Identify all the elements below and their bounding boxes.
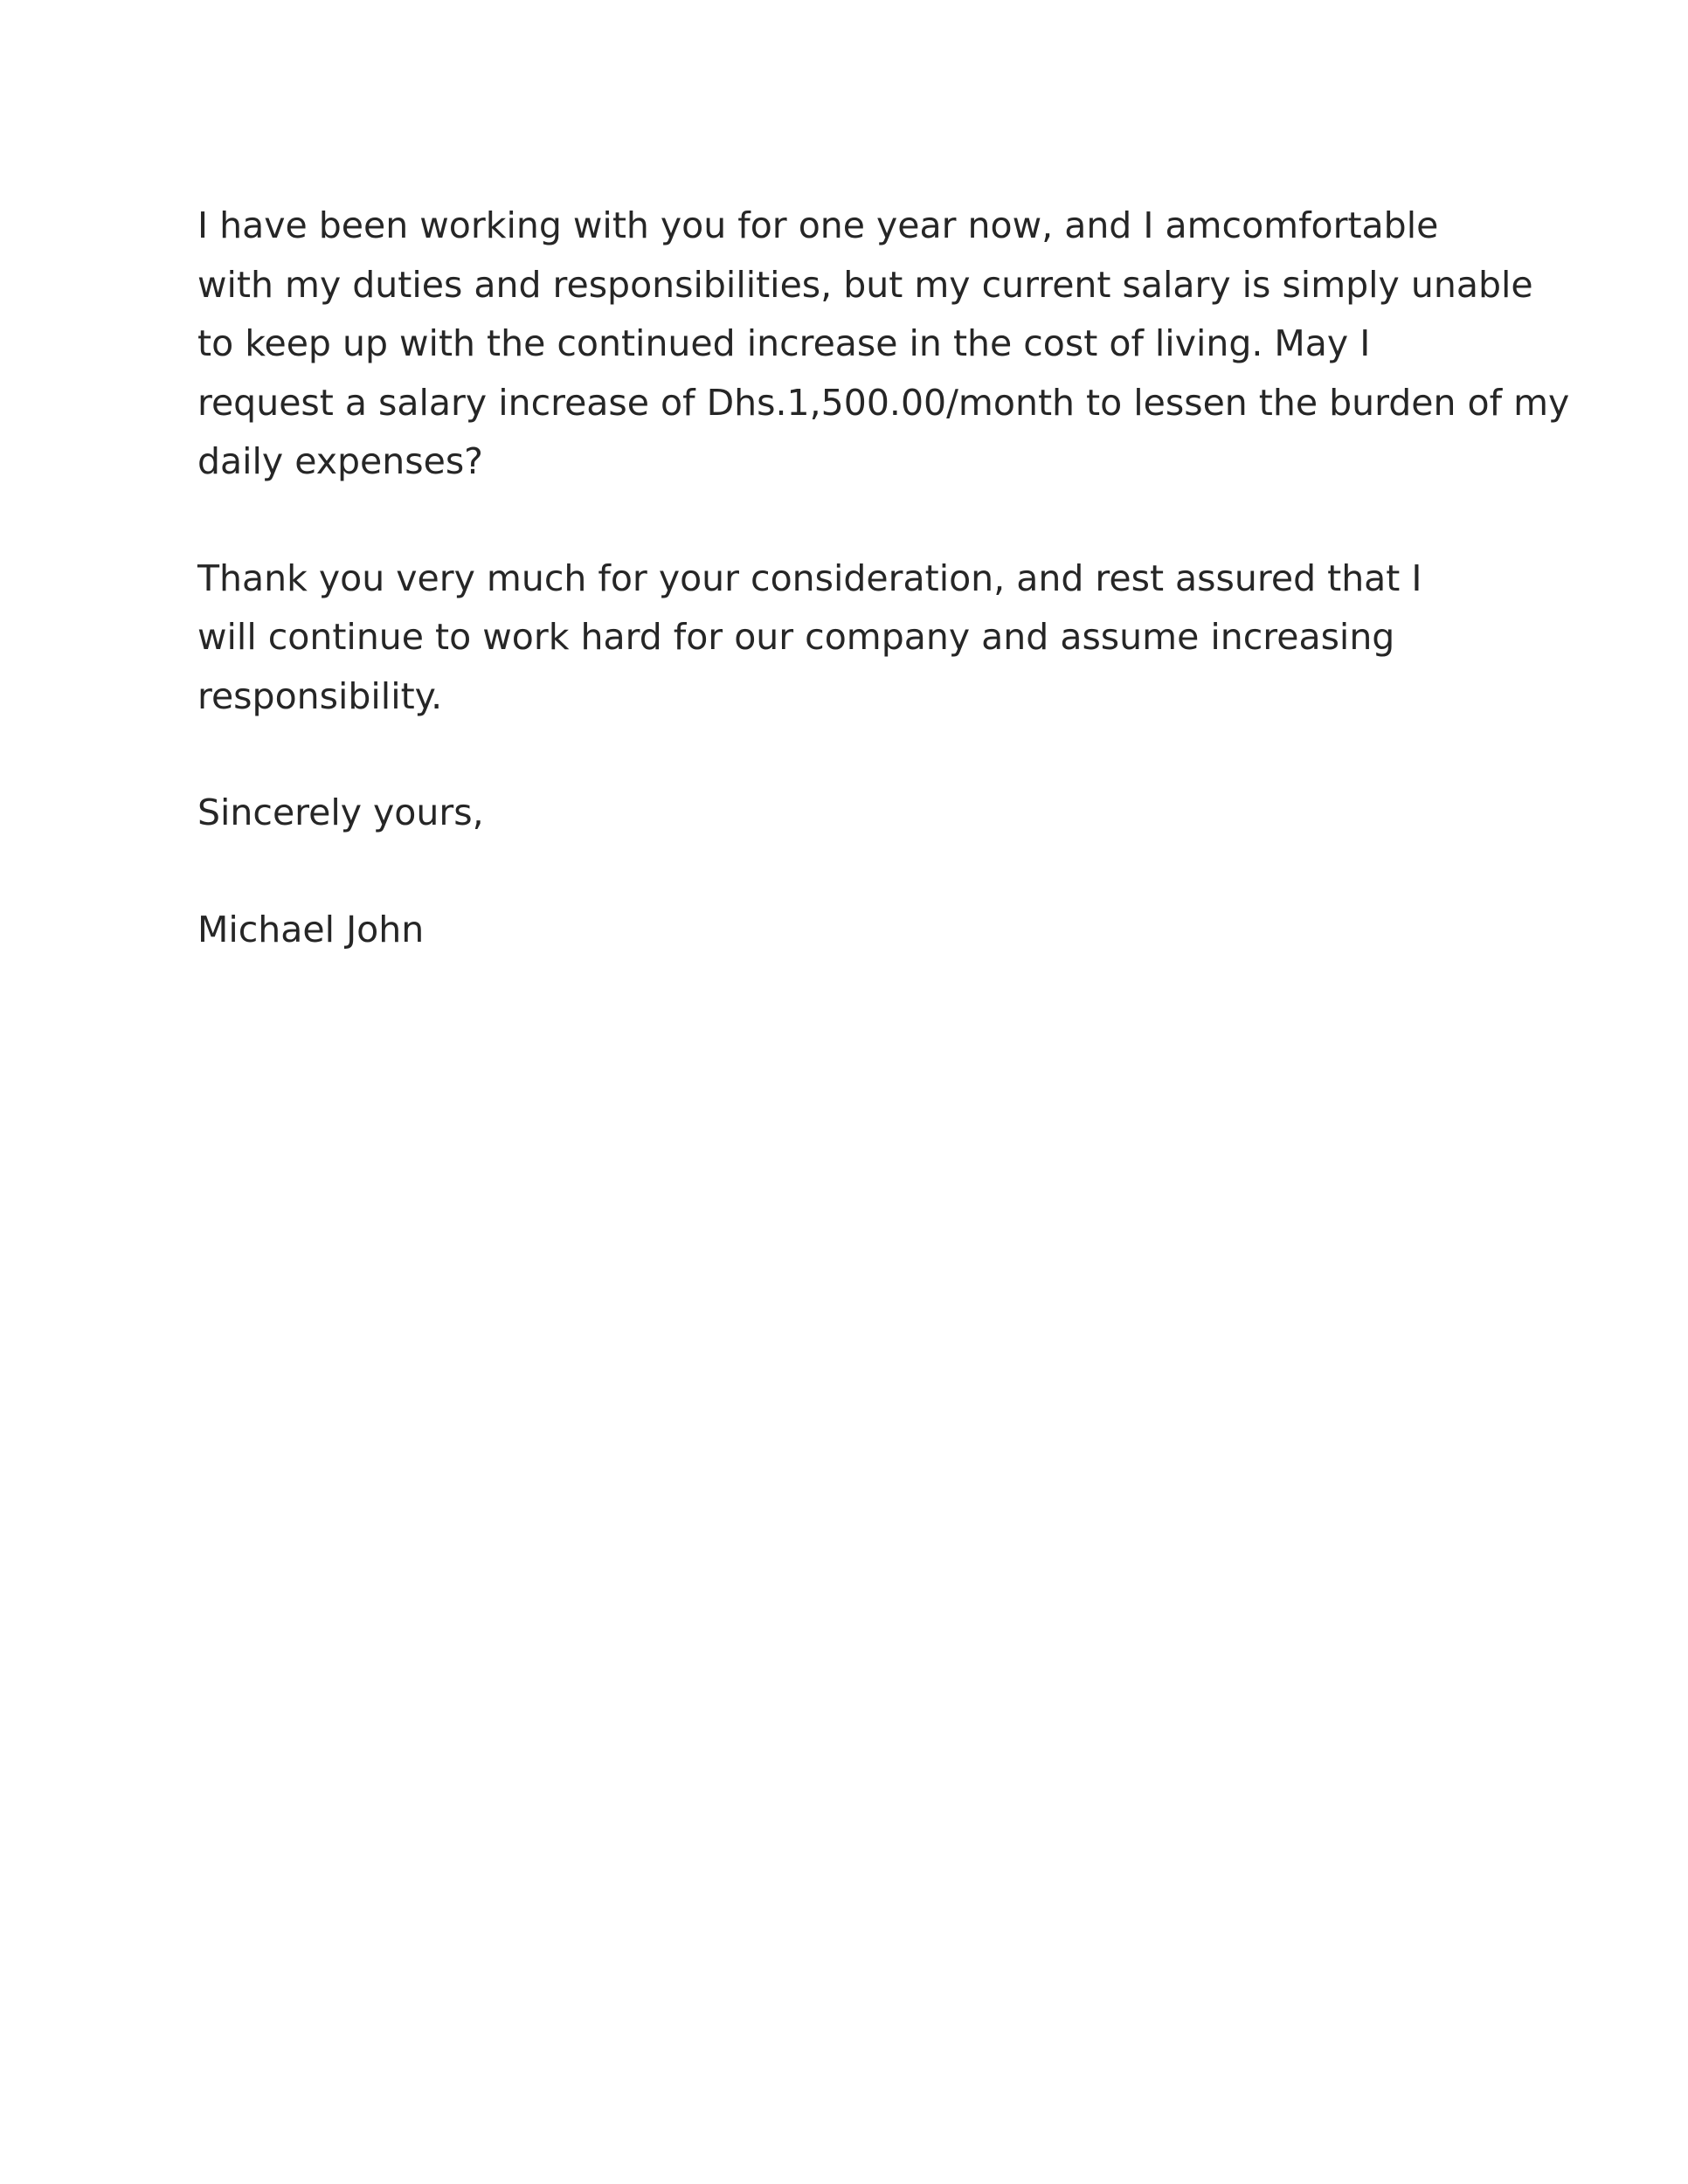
text-line: I have been working with you for one year now, and I amcomfortable: [197, 204, 1439, 246]
paragraph-salary-request: [197, 197, 1570, 492]
paragraph-spacer: [197, 843, 1525, 901]
paragraph-spacer: [197, 492, 1525, 549]
text-line: responsibility.: [197, 674, 443, 717]
text-line: request a salary increase of Dhs.1,500.00/month to lessen the burden of my: [197, 381, 1570, 424]
paragraph-spacer: [197, 726, 1525, 784]
text-line: with my duties and responsibilities, but my current salary is simply unable: [197, 263, 1533, 306]
text-line: Thank you very much for your consideration, and rest assured that I: [197, 556, 1422, 599]
text-line: will continue to work hard for our company and assume increasing: [197, 616, 1395, 658]
text-line: to keep up with the continued increase in the cost of living. May I: [197, 322, 1371, 364]
paragraph-thanks: [197, 549, 1525, 727]
closing: [197, 784, 1525, 843]
signature: [197, 901, 1525, 960]
signature-name: Michael John: [197, 908, 425, 950]
closing-text: Sincerely yours,: [197, 791, 484, 833]
text-line: daily expenses?: [197, 440, 483, 482]
letter-body: [197, 197, 1570, 959]
